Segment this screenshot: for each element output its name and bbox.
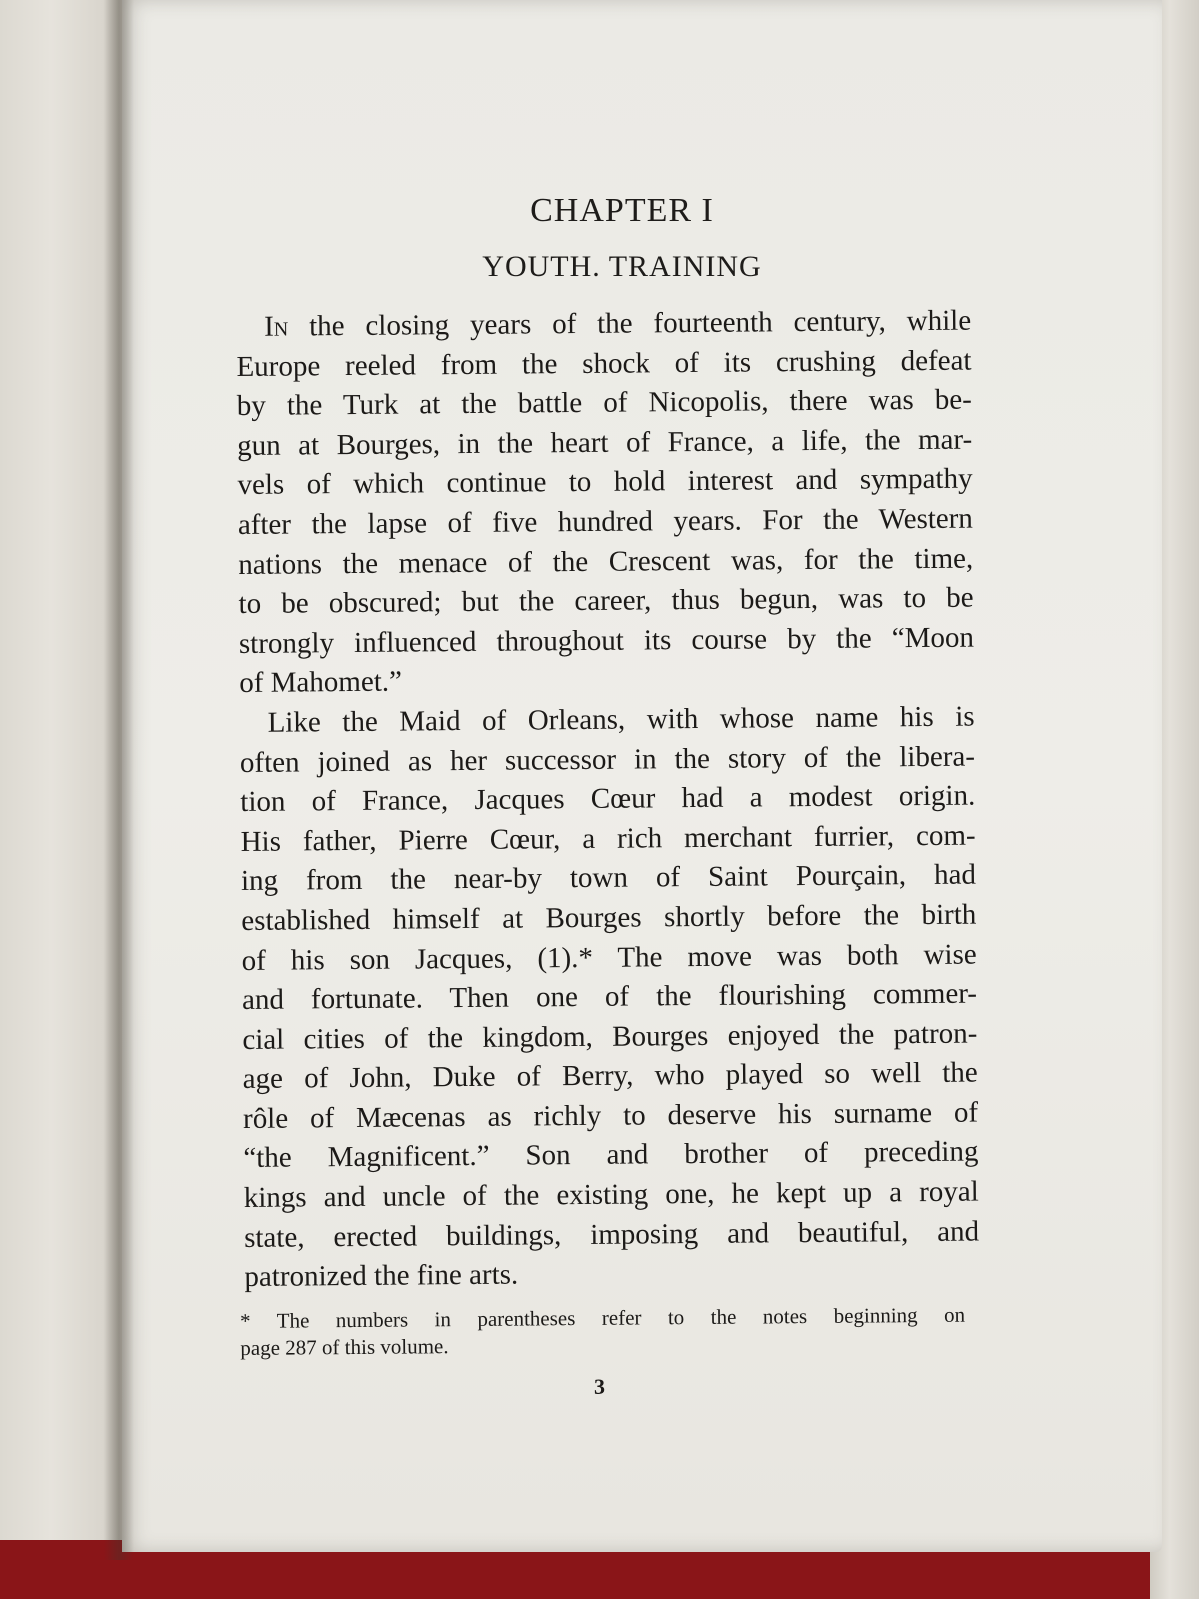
paragraph-2-line: often joined as her successor in the story of the libera-: [239, 740, 976, 779]
paragraph-1-line: after the lapse of five hundred years. For the Western: [237, 502, 974, 541]
drop-word: In: [264, 310, 289, 343]
paragraph-2-line: His father, Pierre Cœur, a rich merchant furrier, com-: [240, 819, 976, 858]
paragraph-2-line: of his son Jacques, (1).* The move was both wise: [241, 938, 977, 977]
paragraph-2-line: state, erected buildings, imposing and beautiful, and: [243, 1215, 980, 1254]
page-number: 3: [594, 1374, 605, 1399]
footnote: [240, 1302, 965, 1362]
paragraph-1-line: nations the menace of the Crescent was, for the time,: [238, 542, 974, 581]
paragraph-1-line: by the Turk at the battle of Nicopolis, there was be-: [236, 383, 972, 423]
paragraph-1-line: Europe reeled from the shock of its crushing defeat: [236, 344, 972, 383]
chapter-title: CHAPTER I: [530, 192, 714, 229]
paragraph-1-line: vels of which continue to hold interest and sympathy: [237, 462, 973, 502]
book-page: [122, 0, 1162, 1552]
paragraph-2-line: tion of France, Jacques Cœur had a modest origin.: [240, 779, 976, 819]
paragraph-2-line: cial cities of the kingdom, Bourges enjoyed the patron-: [242, 1017, 978, 1056]
body-text: [236, 302, 980, 1298]
paragraph-2-line: rôle of Mæcenas as richly to deserve his surname of: [242, 1096, 979, 1135]
paragraph-1-line: strongly influenced throughout its course by the “Moon: [238, 621, 975, 660]
paragraph-2-line: and fortunate. Then one of the flourishing commer-: [241, 977, 978, 1017]
paragraph-2-line: “the Magnificent.” Son and brother of preceding: [243, 1136, 979, 1175]
chapter-subtitle: YOUTH. TRAINING: [482, 250, 762, 283]
footnote-line: * The numbers in parentheses refer to the notes beginning on: [240, 1302, 966, 1333]
paragraph-2-line: Like the Maid of Orleans, with whose name his is: [267, 700, 975, 739]
footnote-line: page 287 of this volume.: [240, 1334, 449, 1360]
paragraph-2-line: age of John, Duke of Berry, who played so well the: [242, 1056, 978, 1096]
book-gutter: [104, 0, 134, 1560]
paragraph-1-line: to be obscured; but the career, thus begun, was to be: [238, 581, 974, 621]
paragraph-1-line: gun at Bourges, in the heart of France, a life, the mar-: [237, 423, 973, 462]
paragraph-2-line: established himself at Bourges shortly before the birth: [241, 898, 977, 937]
paragraph-2-line: ing from the near-by town of Saint Pourçain, had: [240, 858, 977, 898]
paragraph-1-line: In the closing years of the fourteenth century, while: [264, 304, 972, 343]
paragraph-2-line: patronized the fine arts.: [244, 1258, 519, 1294]
paragraph-1-line: of Mahomet.”: [239, 665, 403, 700]
paragraph-2-line: kings and uncle of the existing one, he kept up a royal: [243, 1175, 979, 1215]
